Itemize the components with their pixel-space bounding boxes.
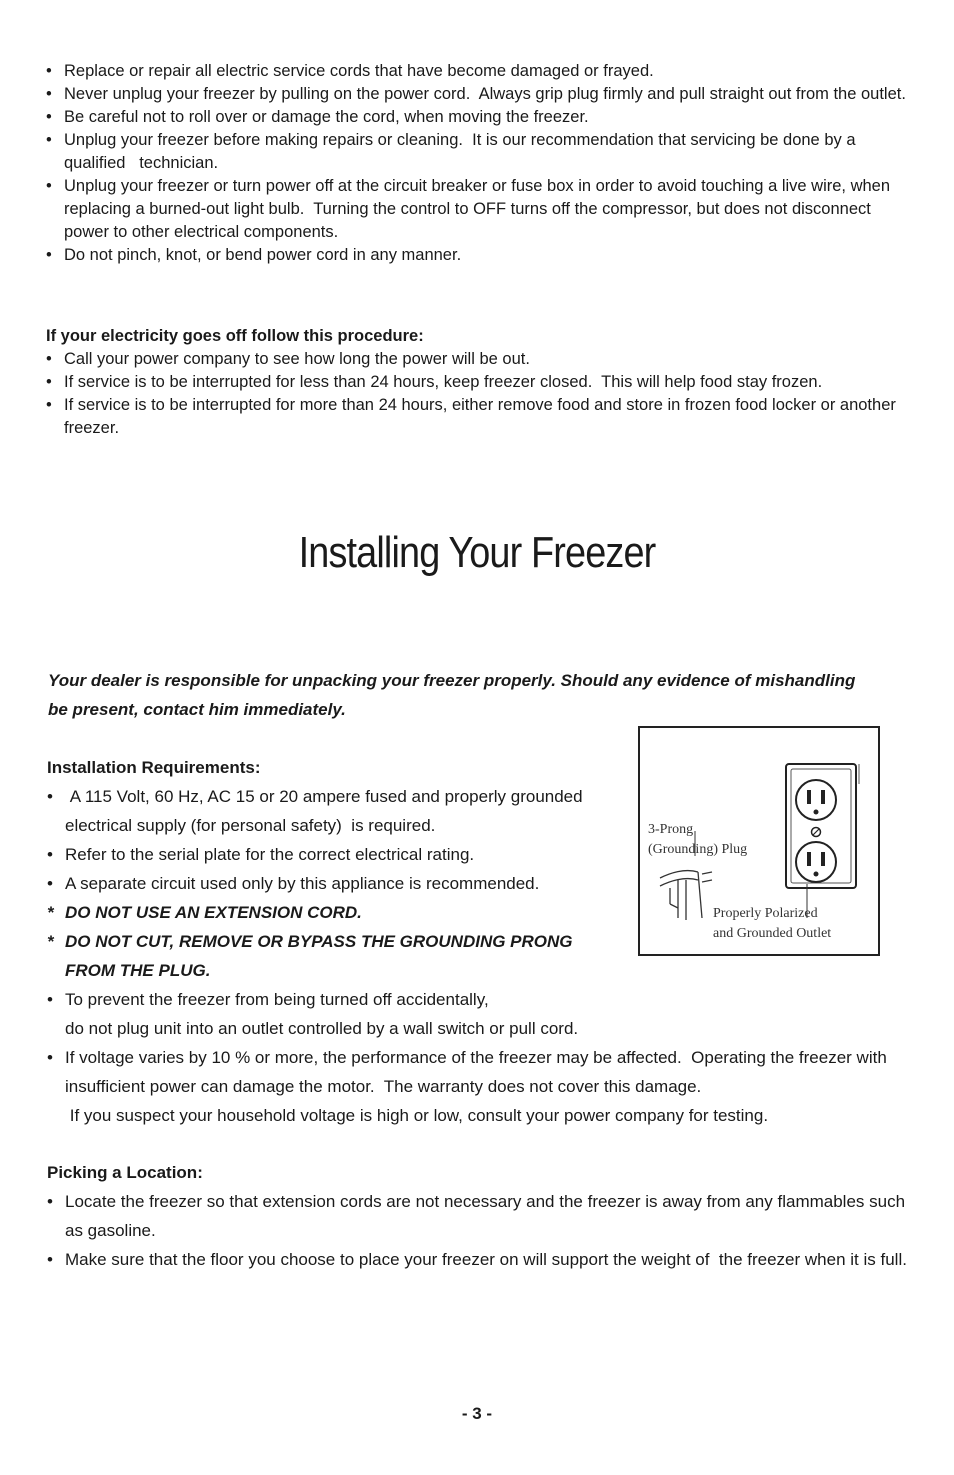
list-item: • Make sure that the floor you choose to place your freezer on will support the weight of the freezer when it is full. [47, 1250, 907, 1269]
power-outage-section [46, 325, 908, 440]
list-item: • Never unplug your freezer by pulling on the power cord. Always grip plug firmly and pull straight out from the outlet. [46, 85, 906, 103]
list-item: • Call your power company to see how long the power will be out. [46, 350, 530, 368]
warning-item: * DO NOT CUT, REMOVE OR BYPASS THE GROUNDING PRONG FROM THE PLUG. [47, 932, 578, 980]
page-title: Installing Your Freezer [298, 528, 656, 577]
page-number: - 3 - [461, 1404, 493, 1423]
list-item: • Locate the freezer so that extension cords are not necessary and the freezer is away from any flammables such as gasoline. [47, 1192, 910, 1240]
plug-label: 3-Prong [648, 822, 694, 837]
list-item: • A separate circuit used only by this appliance is recommended. [47, 874, 540, 893]
section-heading: Picking a Location: [47, 1163, 203, 1182]
list-item: • Replace or repair all electric service cords that have become damaged or frayed. [46, 62, 654, 80]
location-section [47, 1158, 914, 1274]
list-item: • If voltage varies by 10 % or more, the performance of the freezer may be affected. Operating the freezer with insufficient power can damage the motor. The warranty does not cover this damage. If you suspect your household voltage is high or low, consult your power company for testing. [47, 1048, 887, 1125]
list-item: • Do not pinch, knot, or bend power cord in any manner. [46, 246, 462, 264]
section-heading: If your electricity goes off follow this procedure: [46, 327, 424, 345]
list-item: • A 115 Volt, 60 Hz, AC 15 or 20 ampere fused and properly grounded electrical supply (for personal safety) is required. [47, 787, 588, 835]
section-heading: Installation Requirements: [47, 758, 261, 777]
list-item: • Refer to the serial plate for the correct electrical rating. [47, 845, 475, 864]
plug-label: (Grounding) Plug [648, 842, 748, 857]
list-item: • To prevent the freezer from being turned off accidentally, do not plug unit into an outlet controlled by a wall switch or pull cord. [47, 990, 579, 1038]
warning-item: * DO NOT USE AN EXTENSION CORD. [47, 903, 362, 922]
outlet-plug-figure [638, 726, 880, 956]
list-item: • If service is to be interrupted for more than 24 hours, either remove food and store in frozen food locker or another freezer. [46, 396, 901, 437]
list-item: • If service is to be interrupted for less than 24 hours, keep freezer closed. This will help food stay frozen. [46, 373, 823, 391]
outlet-label: and Grounded Outlet [713, 926, 832, 941]
outlet-label: Properly Polarized [713, 906, 818, 921]
list-item: • Unplug your freezer or turn power off at the circuit breaker or fuse box in order to avoid touching a live wire, when replacing a burned-out light bulb. Turning the control to OFF turns off the compressor, but does not disconnect power to other electrical components. [46, 177, 900, 241]
intro-paragraph: Your dealer is responsible for unpacking your freezer properly. Should any evidence of mishandling be present, contact him immediately. [48, 671, 856, 719]
list-item: • Unplug your freezer before making repairs or cleaning. It is our recommendation that servicing be done by a qualified technician. [46, 131, 861, 172]
safety-list [46, 60, 908, 267]
list-item: • Be careful not to roll over or damage the cord, when moving the freezer. [46, 108, 589, 126]
